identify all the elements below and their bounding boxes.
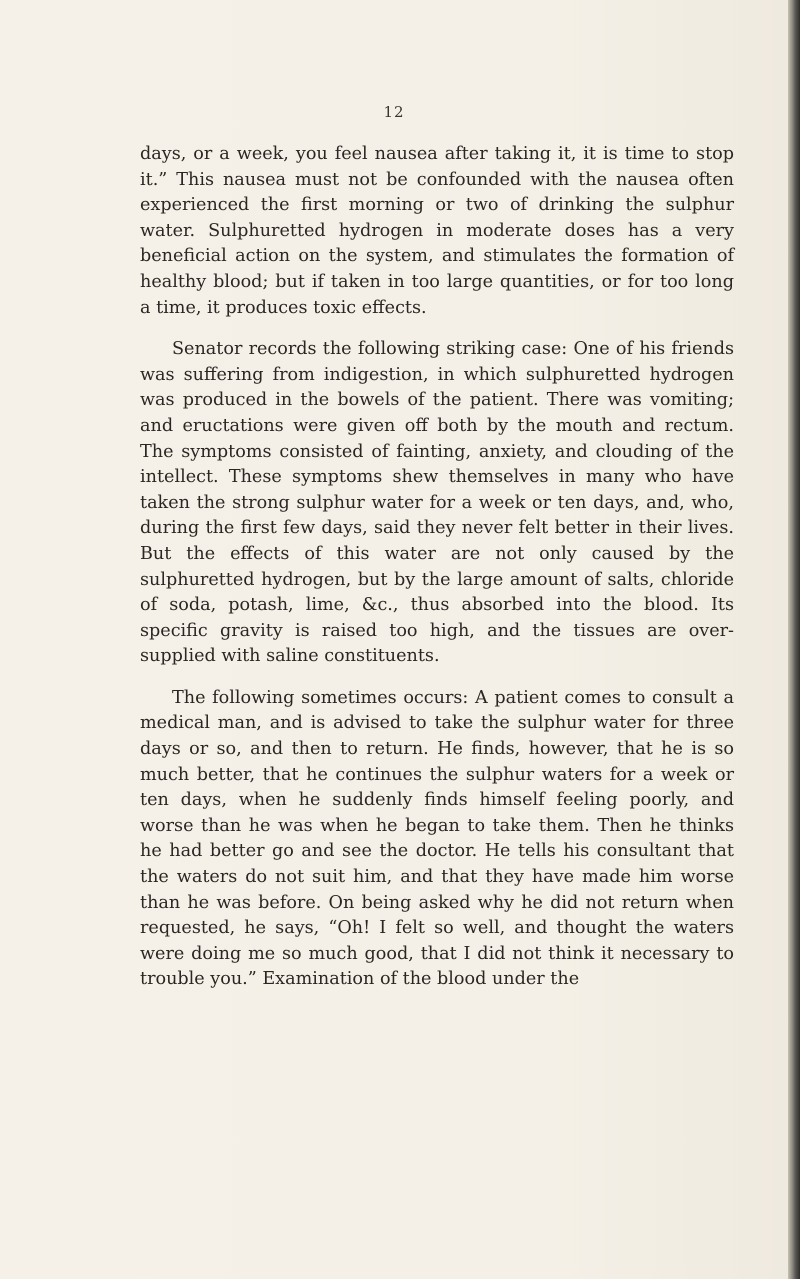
page-edge-shadow [788, 0, 800, 1279]
paragraph-senator-case: Senator records the following striking case: One of his friends was suffering from indigestion, in which sulphuretted hydrogen was produced in the bowels of the patient. There was vomiting; and eructations were given off both by the mouth and rectum. The symptoms consisted of fainting, anxiety, and clouding of the intellect. These symptoms shew themselves in many who have taken the strong sulphur water for a week or ten days, and, who, during the first few days, said they never felt better in their lives. But the effects of this water are not only caused by the sulphuretted hydrogen, but by the large amount of salts, chloride of soda, potash, lime, &c., thus absorbed into the blood. Its specific gravity is raised too high, and the tissues are over-supplied with saline constituents. [140, 339, 734, 667]
paragraph-continuation: days, or a week, you feel nausea after taking it, it is time to stop it.” This nausea must not be confounded with the nausea often experienced the first morning or two of drinking the sulphur water. Sulphuretted hydrogen in moderate doses has a very beneficial action on the system, and stimulates the formation of healthy blood; but if taken in too large quantities, or for too long a time, it produces toxic effects. [140, 144, 734, 318]
paragraph-patient-case: The following sometimes occurs: A patient comes to consult a medical man, and is advised to take the sulphur water for three days or so, and then to return. He finds, however, that he is so much better, that he continues the sulphur waters for a week or ten days, when he suddenly finds himself feeling poorly, and worse than he was when he began to take them. Then he thinks he had better go and see the doctor. He tells his consultant that the waters do not suit him, and that they have made him worse than he was before. On being asked why he did not return when requested, he says, “Oh! I felt so well, and thought the waters were doing me so much good, that I did not think it necessary to trouble you.” Examination of the blood under the [140, 687, 734, 990]
body-text [140, 142, 734, 993]
page-number: 12 [383, 103, 405, 121]
